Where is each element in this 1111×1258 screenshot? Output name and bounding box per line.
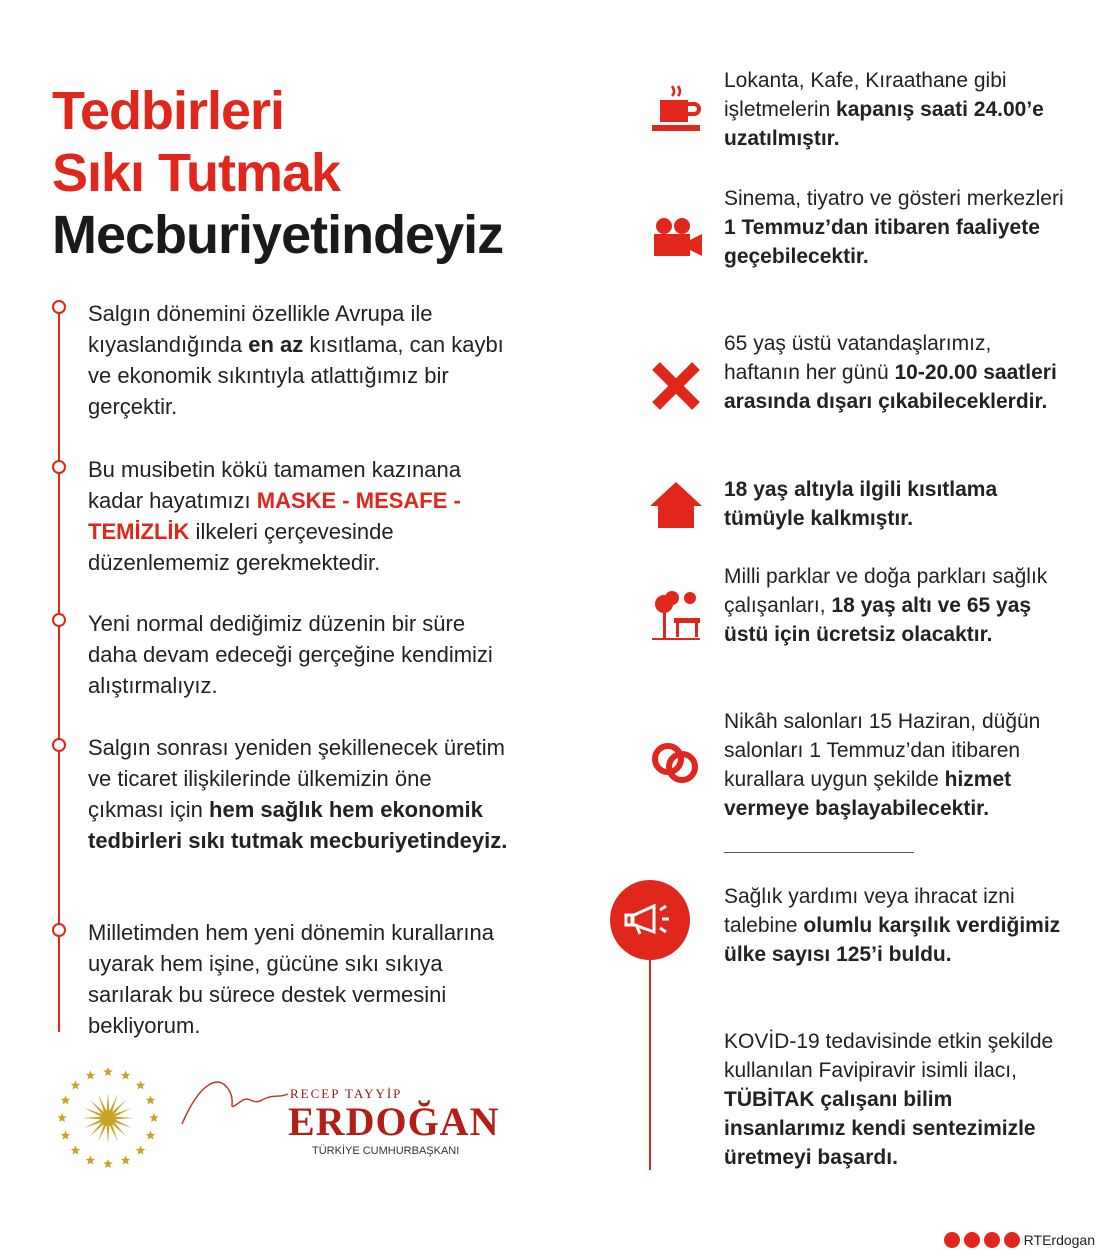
- text-run: kapanış saati 24.00’e uzatılmıştır.: [724, 98, 1044, 150]
- right-item: [724, 66, 1064, 153]
- twitter-icon[interactable]: [944, 1232, 960, 1248]
- title-line-1: Tedbirleri: [52, 81, 285, 141]
- right-item: [724, 562, 1064, 649]
- text-run: Nikâh salonları 15 Haziran, düğün salonları 1 Temmuz’dan itibaren kurallara uygun şekilde: [724, 710, 1041, 791]
- section-divider: [724, 852, 914, 853]
- text-run: Yeni normal dediğimiz düzenin bir süre daha devam edeceği gerçeğine kendimizi alıştırmalıyız.: [88, 611, 493, 698]
- right-item: [724, 707, 1064, 823]
- timeline-dot: [52, 460, 66, 474]
- timeline-dot: [52, 300, 66, 314]
- text-run: 10-20.00 saatleri arasında dışarı çıkabileceklerdir.: [724, 361, 1057, 413]
- left-paragraph: [88, 917, 508, 1041]
- announcement: [724, 882, 1064, 969]
- presidential-emblem: [52, 1062, 164, 1174]
- timeline-dot: [52, 738, 66, 752]
- facebook-icon[interactable]: [964, 1232, 980, 1248]
- text-run: 65 yaş üstü vatandaşlarımız, haftanın her günü: [724, 332, 992, 384]
- title-line-3: Mecburiyetindeyiz: [52, 205, 504, 265]
- right-item: [724, 184, 1064, 271]
- text-run: 18 yaş altı ve 65 yaş üstü için ücretsiz olacaktır.: [724, 594, 1032, 646]
- social-handle-text: RTErdogan: [1023, 1232, 1095, 1248]
- left-paragraph: [88, 732, 508, 856]
- text-run: KOVİD-19 tedavisinde etkin şekilde kullanılan Favipiravir isimli ilacı,: [724, 1030, 1054, 1082]
- social-handle: [944, 1232, 1095, 1248]
- left-paragraph: [88, 608, 508, 701]
- text-run: olumlu karşılık verdiğimiz ülke sayısı 125’i buldu.: [724, 914, 1061, 966]
- text-run: en az: [248, 332, 304, 357]
- signature-scribble: [180, 1072, 290, 1137]
- megaphone-badge: [610, 880, 690, 960]
- instagram-icon[interactable]: [984, 1232, 1000, 1248]
- text-run: kısıtlama, can kaybı ve ekonomik sıkıntıyla atlattığımız bir gerçektir.: [88, 332, 504, 419]
- text-run: Milli parklar ve doğa parkları sağlık çalışanları,: [724, 565, 1048, 617]
- text-run: 18 yaş altıyla ilgili kısıtlama tümüyle kalkmıştır.: [724, 478, 998, 530]
- text-run: Sağlık yardımı veya ihracat izni talebine: [724, 885, 1015, 937]
- text-run: ilkeleri çerçevesinde düzenlememiz gerekmektedir.: [88, 519, 394, 575]
- right-item: [724, 475, 1064, 533]
- left-paragraph: [88, 454, 508, 578]
- text-run: Salgın dönemini özellikle Avrupa ile kıyaslandığında: [88, 301, 433, 357]
- text-run: Lokanta, Kafe, Kıraathane gibi işletmelerin: [724, 69, 1007, 121]
- announcement: [724, 1027, 1064, 1172]
- text-run: Milletimden hem yeni dönemin kurallarına uyarak hem işine, gücüne sıkı sıkıya sarılarak bu sürece destek vermesini bekliyorum.: [88, 920, 494, 1038]
- signature-first-names: RECEP TAYYİP: [290, 1086, 403, 1101]
- right-item: [724, 329, 1064, 416]
- text-run: hem sağlık hem ekonomik tedbirleri sıkı tutmak mecburiyetindeyiz.: [88, 797, 508, 853]
- signature-surname: ERDOĞAN: [288, 1099, 500, 1144]
- left-paragraph: [88, 298, 508, 422]
- coffee-cup-icon: [648, 82, 704, 138]
- signature-title: TÜRKİYE CUMHURBAŞKANI: [312, 1145, 460, 1157]
- rings-icon: [648, 735, 704, 791]
- text-run: 1 Temmuz’dan itibaren faaliyete geçebilecektir.: [724, 216, 1040, 268]
- text-run: hizmet vermeye başlayabilecektir.: [724, 768, 1012, 820]
- movie-camera-icon: [648, 212, 704, 268]
- timeline-dot: [52, 613, 66, 627]
- text-run: Sinema, tiyatro ve gösteri merkezleri: [724, 187, 1064, 210]
- timeline-dot: [52, 923, 66, 937]
- text-run: MASKE - MESAFE - TEMİZLİK: [88, 488, 461, 544]
- youtube-icon[interactable]: [1004, 1232, 1020, 1248]
- house-icon: [648, 478, 704, 534]
- page-title: [52, 80, 503, 266]
- cross-icon: [648, 358, 704, 414]
- text-run: Salgın sonrası yeniden şekillenecek üretim ve ticaret ilişkilerinde ülkemizin öne çıkması için: [88, 735, 506, 822]
- text-run: TÜBİTAK çalışanı bilim insanlarımız kendi sentezimizle üretmeyi başardı.: [724, 1088, 1036, 1169]
- megaphone-icon: [610, 880, 690, 960]
- title-line-2: Sıkı Tutmak: [52, 143, 341, 203]
- text-run: Bu musibetin kökü tamamen kazınana kadar hayatımızı: [88, 457, 461, 513]
- park-icon: [648, 588, 704, 644]
- right-timeline-line: [649, 955, 651, 1170]
